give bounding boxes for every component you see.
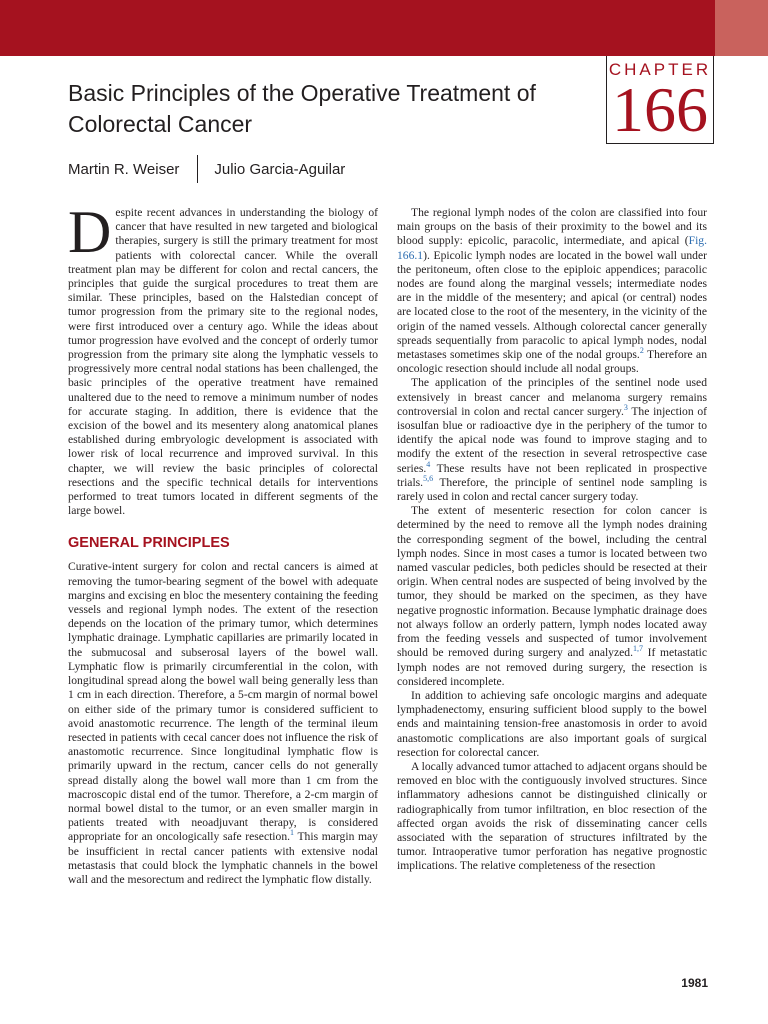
header-accent-bar bbox=[715, 0, 768, 56]
author-list bbox=[68, 156, 345, 182]
section-heading: GENERAL PRINCIPLES bbox=[68, 535, 230, 552]
page-number: 1981 bbox=[681, 976, 708, 990]
intro-paragraph bbox=[68, 206, 378, 518]
header-bar bbox=[0, 0, 715, 56]
chapter-label: CHAPTER bbox=[608, 60, 712, 79]
chapter-title: Basic Principles of the Operative Treatment of Colorectal Cancer bbox=[68, 80, 536, 137]
reference-marker[interactable]: 1,7 bbox=[632, 644, 643, 654]
chapter-box bbox=[606, 56, 714, 144]
body-paragraph: The extent of mesenteric resection for colon cancer is determined by the need to remove all the lymph nodes draining the corresponding segment of the bowel, including the central lymph nodes. Since in most cases a tumor is located between two named vascular pedicles, both pedicles should be resected at their origin. When central nodes are suspected of being involved by the tumor, they should be marked on the specimen, as they have negative prognostic information. Because lymphatic drainage does not always follow an orderly pattern, lymph nodes located away from the feeding vessels and suspected of tumor involvement should be removed during surgery and analyzed.$^{1,7}$ If metastatic lymph nodes are not removed during surgery, the resection is considered incomplete. bbox=[397, 504, 707, 688]
chapter-number: 166 bbox=[612, 74, 708, 145]
right-column bbox=[397, 206, 707, 968]
body-paragraph: In addition to achieving safe oncologic margins and adequate lymphadenectomy, ensuring sufficient blood supply to the bowel ends and maintaining tension-free anastomosis in order to avoid anastomotic complications are also important goals of surgical resection for colorectal cancer. bbox=[397, 688, 707, 759]
reference-marker[interactable]: 1 bbox=[290, 828, 295, 838]
reference-marker[interactable]: 5,6 bbox=[423, 474, 434, 483]
body-paragraph: The regional lymph nodes of the colon are classified into four main groups on the basis of their proximity to the bowel and its blood supply: epicolic, paracolic, intermediate, and apical (Fig. 166.1). Epicolic lymph nodes are located in the bowel wall under the peritoneum, often close to the epiploic appendices; paracolic nodes are found along the marginal vessels; intermediate nodes are in the middle of the mesentery; and apical (or central) nodes are located close to the root of the mesentery, in the vicinity of the origin of the named vessels. Although colorectal cancer generally spreads sequentially from paracolic to apical lymph nodes, nodal metastases sometimes skip one of the nodal groups.$^2$ Therefore an oncologic resection should include all nodal groups. bbox=[397, 206, 707, 376]
drop-cap: D bbox=[68, 206, 112, 265]
body-paragraph: The application of the principles of the sentinel node used extensively in breast cancer and melanoma surgery remains controversial in colon and rectal cancer surgery.$^3$ The injection of isosulfan blue or radioactive dye in the periphery of the tumor to identify the apical node was found to improve staging and to modify the extent of the resection in several retrospective case series.$^4$ These results have not been replicated in prospective trials.$^{5,6}$ Therefore, the principle of sentinel node sampling is rarely used in colon and rectal cancer surgery today. bbox=[397, 376, 707, 504]
reference-marker[interactable]: 2 bbox=[639, 346, 644, 356]
reference-marker[interactable]: 3 bbox=[623, 402, 628, 412]
author-name: Martin R. Weiser bbox=[68, 160, 180, 178]
left-column bbox=[68, 206, 378, 968]
reference-marker[interactable]: 4 bbox=[426, 459, 431, 469]
figure-link[interactable]: Fig. 166.1 bbox=[397, 234, 707, 262]
body-paragraph: A locally advanced tumor attached to adjacent organs should be removed en bloc with the contiguously involved structures. Since inflammatory adhesions cannot be distinguished clinically or radiographically from tumor infiltration, en bloc resection of the affected organ avoids the risk of disseminating cancer cells associated with the separation of structures infiltrated by the tumor. Intraoperative tumor perforation has negative prognostic implications. The relative completeness of the resection bbox=[397, 759, 707, 873]
intro-text: espite recent advances in understanding the biology of cancer that have resulted in new targeted and biological therapies, surgery is still the primary treatment for most patients with colorectal cancer. While the overall treatment plan may be different for colon and rectal cancers, the principles that guide the surgical procedures to treat them are similar. These principles, based on the Halstedian concept of tumor progression from the primary site to the regional nodes, were first introduced over a century ago. While the ideas about tumor progression have evolved and the concept of orderly tumor progression from the primary site along the lymphatic vessels to progressively more central nodal stations has been challenged, the basic principles of the operative treatment have remained unaltered due to the need to remove a minimum number of nodes for accurate staging. In addition, there is evidence that the excision of the bowel and its mesentery along anatomical planes established during embryologic development is associated with lower risk of local recurrence and improved survival. In this chapter, we will review the basic principles of colorectal resections and the specific technical details for interventions performed to treat tumors located in different segments of the large bowel. bbox=[68, 206, 378, 518]
body-paragraph: Curative-intent surgery for colon and rectal cancers is aimed at removing the tumor-bearing segment of the bowel with adequate margins and excising en bloc the mesentery containing the feeding vessels and regional lymph nodes. The extent of the resection depends on the location of the primary tumor, which determines lymphatic drainage. Lymphatic capillaries are primarily located in the submucosal and subserosal layers of the bowel wall. Lymphatic flow is primarily circumferential in the colon, with longitudinal spread along the bowel wall being generally less than 1 cm in each direction. Therefore, a 5-cm margin of normal bowel on either side of the primary tumor is considered sufficient to avoid anastomotic recurrence. The length of the terminal ileum resected in patients with cecal cancer does not influence the risk of anastomotic recurrence. Since longitudinal lymphatic flow is primarily upward in the rectum, cancer cells do not generally spread distally along the bowel wall more than 1 cm from the macroscopic distal end of the tumor. Therefore, a 2-cm margin of normal bowel distal to the tumor, or an even smaller margin in patients treated with neoadjuvant therapy, is considered appropriate for an oncologically safe resection.$^1$ This margin may be insufficient in rectal cancer patients with extensive nodal metastasis that could block the lymphatic channels in the bowel wall and the mesorectum and redirect the lymphatic flow distally. bbox=[68, 560, 378, 886]
author-separator bbox=[197, 155, 198, 183]
author-name: Julio Garcia-Aguilar bbox=[214, 160, 346, 178]
